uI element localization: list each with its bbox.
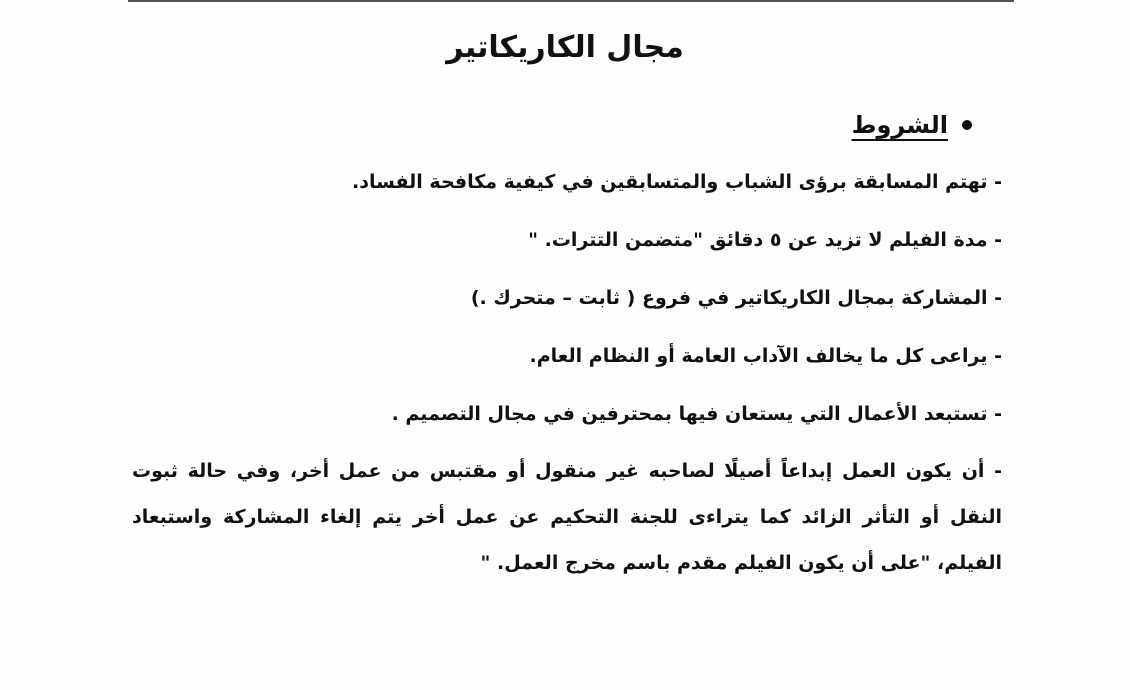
section-label: الشروط xyxy=(851,111,948,139)
section-heading xyxy=(852,111,972,139)
condition-item: - المشاركة بمجال الكاريكاتير في فروع ( ثابت – متحرك .) xyxy=(470,287,1002,309)
condition-item: - تهتم المسابقة برؤى الشباب والمتسابقين في كيفية مكافحة الفساد. xyxy=(352,171,1002,193)
condition-item: - مدة الفيلم لا تزيد عن ٥ دقائق "متضمن التترات. " xyxy=(528,229,1002,251)
bullet-icon xyxy=(962,120,972,130)
condition-item: - يراعى كل ما يخالف الآداب العامة أو النظام العام. xyxy=(529,345,1002,367)
condition-item: - تستبعد الأعمال التي يستعان فيها بمحترفين في مجال التصميم . xyxy=(391,403,1002,425)
page-title: مجال الكاريكاتير xyxy=(446,30,684,65)
top-divider xyxy=(128,0,1014,2)
condition-paragraph: - أن يكون العمل إبداعاً أصيلًا لصاحبه غير منقول أو مقتبس من عمل أخر، وفي حالة ثبوت النقل أو التأثر الزائد كما يتراءى للجنة التحكيم عن عمل أخر يتم إلغاء المشاركة واستبعاد الفيلم، "على أن يكون الفيلم مقدم باسم مخرج العمل. " xyxy=(132,460,1002,574)
